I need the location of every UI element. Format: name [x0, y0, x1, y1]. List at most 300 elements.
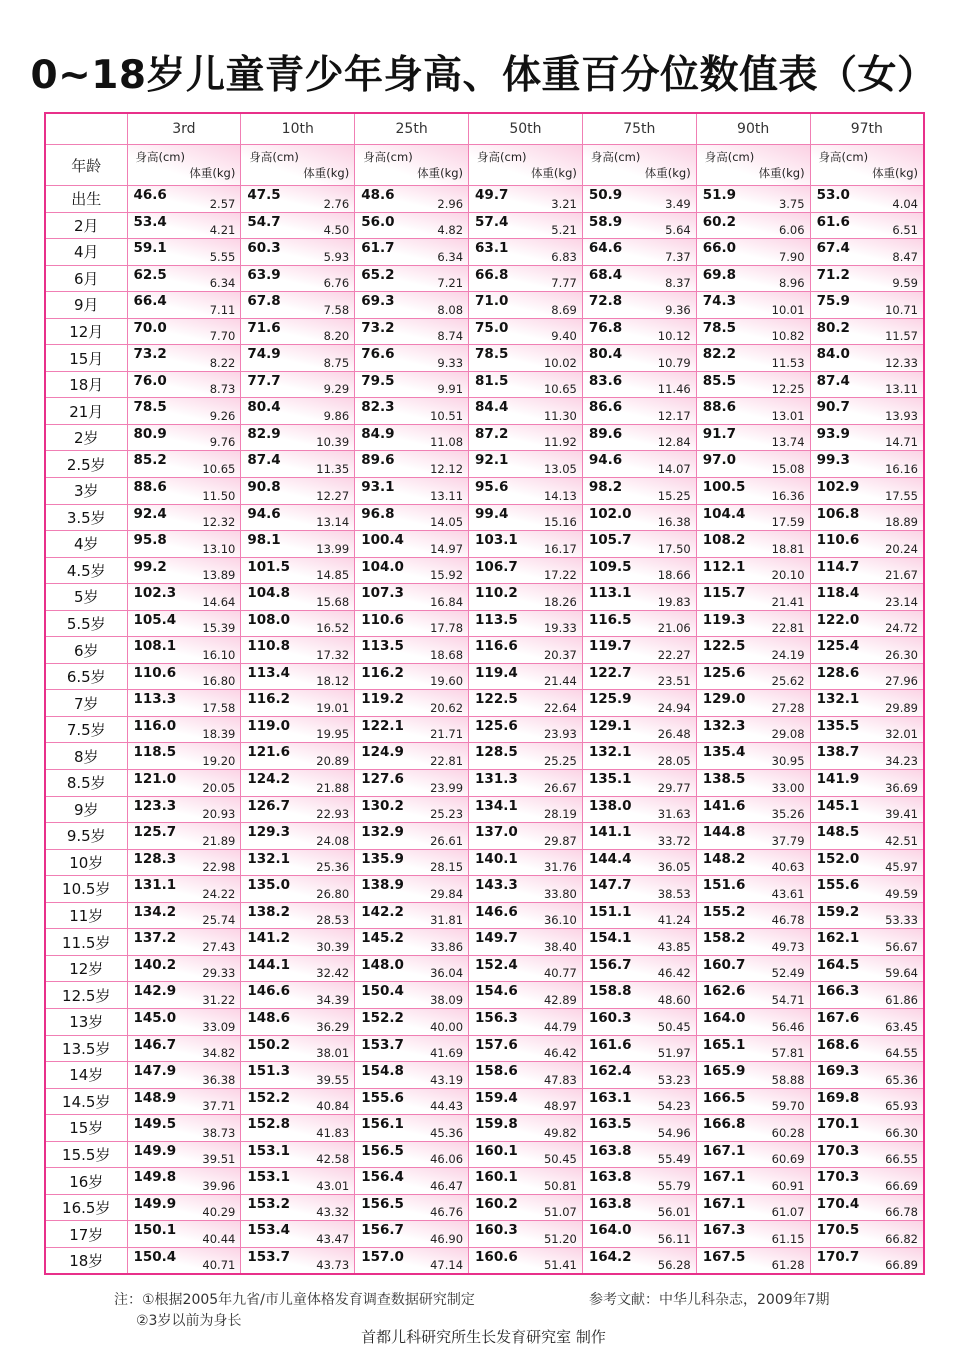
- height-value: 168.6: [816, 1036, 860, 1053]
- weight-value: 63.45: [885, 1019, 918, 1034]
- height-value: 71.0: [475, 293, 509, 310]
- weight-value: 16.17: [543, 541, 577, 556]
- weight-value: 16.38: [657, 515, 691, 530]
- value-box: [811, 186, 923, 212]
- value-box: [697, 372, 810, 398]
- weight-value: 26.48: [657, 727, 691, 742]
- weight-value: 28.53: [316, 913, 350, 928]
- height-value: 94.6: [247, 505, 281, 522]
- value-cell: [241, 186, 355, 213]
- value-cell: [241, 982, 355, 1009]
- height-value: 137.2: [133, 930, 177, 947]
- height-value: 167.1: [702, 1195, 746, 1212]
- height-value: 113.5: [361, 638, 404, 655]
- value-cell: [469, 584, 583, 611]
- height-value: 108.1: [133, 638, 177, 655]
- weight-value: 15.25: [657, 488, 691, 503]
- age-cell: 11.5岁: [45, 929, 127, 956]
- table-row: [45, 876, 924, 903]
- value-box: [128, 664, 241, 690]
- height-value: 163.8: [588, 1169, 632, 1186]
- value-box: [811, 690, 923, 716]
- weight-value: 52.49: [771, 966, 805, 981]
- height-value: 147.9: [133, 1063, 177, 1080]
- value-cell: [127, 929, 241, 956]
- value-box: [128, 425, 241, 451]
- measure-header-cell: [355, 145, 469, 186]
- value-box: [241, 1089, 354, 1115]
- weight-value: 8.69: [551, 302, 577, 317]
- weight-value: 20.62: [430, 700, 464, 715]
- weight-value: 20.05: [202, 780, 236, 795]
- weight-value: 32.42: [316, 966, 350, 981]
- height-value: 60.2: [702, 213, 737, 230]
- value-cell: [127, 451, 241, 478]
- weight-value: 44.43: [430, 1099, 464, 1114]
- value-box: [469, 876, 582, 902]
- value-box: [128, 1248, 241, 1274]
- weight-value: 20.10: [771, 568, 805, 583]
- height-value: 170.4: [816, 1195, 860, 1212]
- value-box: [128, 266, 241, 292]
- height-value: 113.4: [247, 664, 291, 681]
- table-row: [45, 770, 924, 797]
- value-box: [241, 186, 354, 212]
- weight-value: 25.25: [543, 754, 577, 769]
- value-cell: [127, 584, 241, 611]
- height-value: 78.5: [475, 346, 509, 363]
- value-cell: [241, 955, 355, 982]
- value-box: [697, 956, 810, 982]
- height-value: 98.2: [588, 479, 623, 496]
- height-value: 90.7: [816, 399, 850, 416]
- value-box: [241, 1009, 354, 1035]
- table-row: [45, 478, 924, 505]
- value-box: [583, 292, 696, 318]
- value-cell: [469, 663, 583, 690]
- weight-value: 8.22: [209, 355, 236, 370]
- height-value: 164.2: [588, 1248, 632, 1265]
- weight-value: 16.16: [885, 462, 918, 477]
- weight-value: 17.55: [885, 488, 918, 503]
- value-box: [128, 239, 241, 265]
- weight-value: 5.64: [665, 223, 691, 238]
- weight-value: 17.59: [771, 515, 805, 530]
- value-cell: [355, 637, 469, 664]
- value-cell: [582, 212, 696, 239]
- value-box: [697, 637, 810, 663]
- age-cell: 5.5岁: [45, 610, 127, 637]
- value-cell: [241, 292, 355, 319]
- value-cell: [127, 823, 241, 850]
- value-box: [583, 1168, 696, 1194]
- value-box: [469, 770, 582, 796]
- value-cell: [582, 1035, 696, 1062]
- weight-value: 12.12: [430, 462, 464, 477]
- height-value: 149.7: [475, 930, 518, 947]
- weight-value: 10.65: [202, 462, 236, 477]
- value-box: [811, 398, 923, 424]
- value-box: [583, 1062, 696, 1088]
- value-box: [128, 611, 241, 637]
- table-row: [45, 1168, 924, 1195]
- value-cell: [810, 690, 924, 717]
- value-box: [355, 531, 468, 557]
- height-value: 119.4: [475, 664, 518, 681]
- height-value: 81.5: [475, 372, 509, 389]
- age-cell: 3.5岁: [45, 504, 127, 531]
- height-value: 160.3: [588, 1009, 632, 1026]
- value-cell: [582, 902, 696, 929]
- height-value: 161.6: [588, 1036, 632, 1053]
- weight-value: 18.66: [657, 568, 691, 583]
- value-cell: [127, 318, 241, 345]
- weight-value: 47.83: [543, 1072, 577, 1087]
- height-value: 82.9: [247, 425, 281, 442]
- value-box: [241, 319, 354, 345]
- weight-value: 39.55: [316, 1072, 350, 1087]
- height-value: 122.5: [702, 638, 746, 655]
- height-value: 130.2: [361, 797, 404, 814]
- weight-value: 36.69: [885, 780, 918, 795]
- table-row: [45, 637, 924, 664]
- value-box: [355, 505, 468, 531]
- value-box: [355, 637, 468, 663]
- height-value: 116.2: [361, 664, 404, 681]
- height-value: 153.7: [361, 1036, 404, 1053]
- value-cell: [810, 1168, 924, 1195]
- height-value: 106.8: [816, 505, 860, 522]
- height-value: 76.8: [588, 319, 623, 336]
- height-value: 134.2: [133, 903, 177, 920]
- height-value: 80.9: [133, 425, 167, 442]
- height-value: 62.5: [133, 266, 167, 283]
- value-box: [355, 903, 468, 929]
- height-value: 47.5: [247, 187, 281, 203]
- value-cell: [355, 1008, 469, 1035]
- height-value: 167.1: [702, 1142, 746, 1159]
- height-value: 58.9: [588, 213, 623, 230]
- height-value: 138.5: [702, 771, 746, 788]
- value-box: [355, 1009, 468, 1035]
- height-value: 73.2: [361, 319, 395, 336]
- table-row: [45, 584, 924, 611]
- weight-value: 20.93: [202, 807, 236, 822]
- value-cell: [241, 1221, 355, 1248]
- value-cell: [810, 239, 924, 266]
- height-value: 87.4: [816, 372, 850, 389]
- value-cell: [469, 318, 583, 345]
- value-cell: [355, 292, 469, 319]
- weight-value: 36.10: [543, 913, 577, 928]
- height-value: 72.8: [588, 293, 623, 310]
- table-row: [45, 849, 924, 876]
- value-cell: [810, 929, 924, 956]
- value-cell: [810, 823, 924, 850]
- age-cell: 9.5岁: [45, 823, 127, 850]
- value-cell: [241, 1035, 355, 1062]
- value-cell: [810, 1247, 924, 1274]
- weight-value: 34.82: [202, 1046, 236, 1061]
- value-cell: [582, 1168, 696, 1195]
- value-box: [697, 1195, 810, 1221]
- value-cell: [355, 345, 469, 372]
- value-cell: [355, 1062, 469, 1089]
- weight-value: 21.88: [316, 780, 350, 795]
- height-value: 159.8: [475, 1116, 518, 1133]
- height-value: 74.9: [247, 346, 281, 363]
- height-value: 135.1: [588, 771, 632, 788]
- value-cell: [469, 186, 583, 213]
- value-cell: [469, 478, 583, 505]
- value-cell: [127, 1221, 241, 1248]
- value-box: [241, 531, 354, 557]
- weight-value: 15.92: [430, 568, 464, 583]
- height-value: 164.5: [816, 956, 860, 973]
- weight-value: 18.68: [430, 647, 464, 662]
- weight-value: 11.08: [430, 435, 464, 450]
- weight-value: 14.64: [202, 594, 236, 609]
- measure-header-cell: [696, 145, 810, 186]
- value-box: [241, 770, 354, 796]
- value-cell: [241, 584, 355, 611]
- value-box: [697, 558, 810, 584]
- value-box: [128, 1142, 241, 1168]
- value-box: [355, 239, 468, 265]
- height-value: 92.1: [475, 452, 509, 469]
- table-row: [45, 557, 924, 584]
- height-value: 163.1: [588, 1089, 632, 1106]
- height-value: 157.6: [475, 1036, 518, 1053]
- value-box: [355, 956, 468, 982]
- value-cell: [241, 1088, 355, 1115]
- value-cell: [810, 504, 924, 531]
- value-cell: [469, 239, 583, 266]
- weight-value: 21.71: [430, 727, 464, 742]
- value-cell: [241, 743, 355, 770]
- table-row: [45, 345, 924, 372]
- value-box: [355, 584, 468, 610]
- value-box: [355, 850, 468, 876]
- height-value: 56.0: [361, 213, 395, 230]
- value-cell: [355, 823, 469, 850]
- height-value: 61.6: [816, 213, 850, 230]
- value-box: [241, 505, 354, 531]
- height-value: 116.2: [247, 691, 291, 708]
- value-cell: [810, 955, 924, 982]
- value-cell: [469, 1008, 583, 1035]
- age-cell: 15月: [45, 345, 127, 372]
- value-cell: [810, 318, 924, 345]
- height-value: 154.8: [361, 1063, 404, 1080]
- value-box: [583, 398, 696, 424]
- weight-value: 33.00: [771, 780, 805, 795]
- weight-value: 10.82: [771, 329, 805, 344]
- value-cell: [469, 531, 583, 558]
- weight-value: 6.83: [551, 249, 577, 264]
- weight-value: 59.70: [771, 1099, 805, 1114]
- height-value: 153.4: [247, 1222, 291, 1239]
- value-cell: [355, 796, 469, 823]
- value-box: [128, 558, 241, 584]
- height-value: 71.6: [247, 319, 281, 336]
- value-box: [355, 1168, 468, 1194]
- height-value: 170.3: [816, 1169, 860, 1186]
- height-value: 99.3: [816, 452, 850, 469]
- value-cell: [582, 1008, 696, 1035]
- value-box: [241, 664, 354, 690]
- height-value: 144.1: [247, 956, 291, 973]
- height-value: 145.1: [816, 797, 860, 814]
- value-box: [128, 876, 241, 902]
- weight-value: 13.14: [316, 515, 350, 530]
- height-value: 48.6: [361, 187, 395, 203]
- value-box: [469, 797, 582, 823]
- height-value: 158.2: [702, 930, 746, 947]
- table-row: [45, 929, 924, 956]
- value-box: [811, 637, 923, 663]
- height-value: 163.8: [588, 1142, 632, 1159]
- age-cell: 3岁: [45, 478, 127, 505]
- height-value: 156.5: [361, 1195, 404, 1212]
- value-cell: [696, 1221, 810, 1248]
- value-cell: [469, 1062, 583, 1089]
- value-box: [241, 584, 354, 610]
- value-box: [241, 982, 354, 1008]
- height-value: 109.5: [588, 558, 632, 575]
- height-value: 140.2: [133, 956, 177, 973]
- table-row: [45, 504, 924, 531]
- value-cell: [469, 610, 583, 637]
- height-value: 132.1: [247, 850, 291, 867]
- weight-value: 45.36: [430, 1125, 464, 1140]
- weight-value: 15.39: [202, 621, 236, 636]
- table-row: [45, 902, 924, 929]
- value-box: [241, 1036, 354, 1062]
- weight-value: 20.37: [543, 647, 577, 662]
- height-value: 154.1: [588, 930, 632, 947]
- measure-header-box: [811, 145, 923, 185]
- value-box: [469, 850, 582, 876]
- value-cell: [355, 504, 469, 531]
- weight-value: 25.62: [771, 674, 805, 689]
- weight-value: 10.39: [316, 435, 350, 450]
- value-box: [811, 1142, 923, 1168]
- height-value: 146.6: [475, 903, 518, 920]
- weight-value: 60.28: [771, 1125, 805, 1140]
- value-box: [583, 319, 696, 345]
- age-cell: 12岁: [45, 955, 127, 982]
- value-box: [811, 1195, 923, 1221]
- value-cell: [582, 239, 696, 266]
- value-box: [128, 850, 241, 876]
- weight-value: 30.39: [316, 939, 350, 954]
- weight-value: 45.97: [885, 860, 918, 875]
- value-box: [583, 213, 696, 239]
- height-value: 122.5: [475, 691, 518, 708]
- value-cell: [127, 424, 241, 451]
- value-box: [469, 425, 582, 451]
- weight-value: 12.25: [771, 382, 805, 397]
- weight-value: 4.50: [323, 223, 350, 238]
- height-value: 135.5: [816, 717, 860, 734]
- height-value: 66.8: [475, 266, 509, 283]
- table-row: [45, 239, 924, 266]
- value-cell: [469, 1247, 583, 1274]
- value-box: [128, 956, 241, 982]
- value-box: [128, 903, 241, 929]
- weight-value: 28.19: [543, 807, 577, 822]
- height-value: 141.2: [247, 930, 291, 947]
- value-box: [583, 982, 696, 1008]
- height-value: 76.0: [133, 372, 167, 389]
- value-box: [697, 1062, 810, 1088]
- weight-value: 33.72: [657, 833, 691, 848]
- value-cell: [696, 531, 810, 558]
- height-value: 158.6: [475, 1063, 518, 1080]
- value-cell: [241, 876, 355, 903]
- table-row: [45, 716, 924, 743]
- percentile-table: [44, 112, 925, 1275]
- weight-value: 6.06: [778, 223, 805, 238]
- height-value: 148.2: [702, 850, 746, 867]
- age-cell: 7岁: [45, 690, 127, 717]
- height-value: 164.0: [588, 1222, 632, 1239]
- height-value: 160.1: [475, 1169, 518, 1186]
- weight-value: 13.05: [543, 462, 577, 477]
- age-cell: 13岁: [45, 1008, 127, 1035]
- height-value: 78.5: [133, 399, 167, 416]
- value-cell: [469, 743, 583, 770]
- height-value: 82.2: [702, 346, 737, 363]
- value-box: [469, 1115, 582, 1141]
- value-box: [697, 398, 810, 424]
- height-value: 141.9: [816, 771, 860, 788]
- value-box: [128, 451, 241, 477]
- weight-value: 61.07: [771, 1205, 805, 1220]
- table-row: [45, 1035, 924, 1062]
- weight-value: 56.11: [657, 1231, 691, 1246]
- value-box: [697, 425, 810, 451]
- height-value: 122.0: [816, 611, 860, 628]
- height-value: 69.8: [702, 266, 737, 283]
- value-box: [697, 1221, 810, 1247]
- weight-value: 4.21: [209, 223, 236, 238]
- height-value: 97.0: [702, 452, 737, 469]
- height-value: 138.2: [247, 903, 291, 920]
- height-value: 132.1: [816, 691, 860, 708]
- value-cell: [355, 557, 469, 584]
- height-value: 85.2: [133, 452, 167, 469]
- table-row: [45, 610, 924, 637]
- weight-value: 38.53: [657, 886, 691, 901]
- weight-value: 41.24: [657, 913, 691, 928]
- value-cell: [696, 716, 810, 743]
- weight-value: 41.83: [316, 1125, 350, 1140]
- weight-value: 64.55: [885, 1046, 918, 1061]
- value-cell: [241, 345, 355, 372]
- height-value: 113.3: [133, 691, 177, 708]
- weight-value: 22.93: [316, 807, 350, 822]
- height-value: 150.4: [133, 1248, 177, 1265]
- height-value: 170.3: [816, 1142, 860, 1159]
- weight-value: 16.84: [430, 594, 464, 609]
- weight-value: 36.05: [657, 860, 691, 875]
- value-box: [241, 478, 354, 504]
- height-value: 140.1: [475, 850, 518, 867]
- value-box: [469, 823, 582, 849]
- weight-value: 40.77: [543, 966, 577, 981]
